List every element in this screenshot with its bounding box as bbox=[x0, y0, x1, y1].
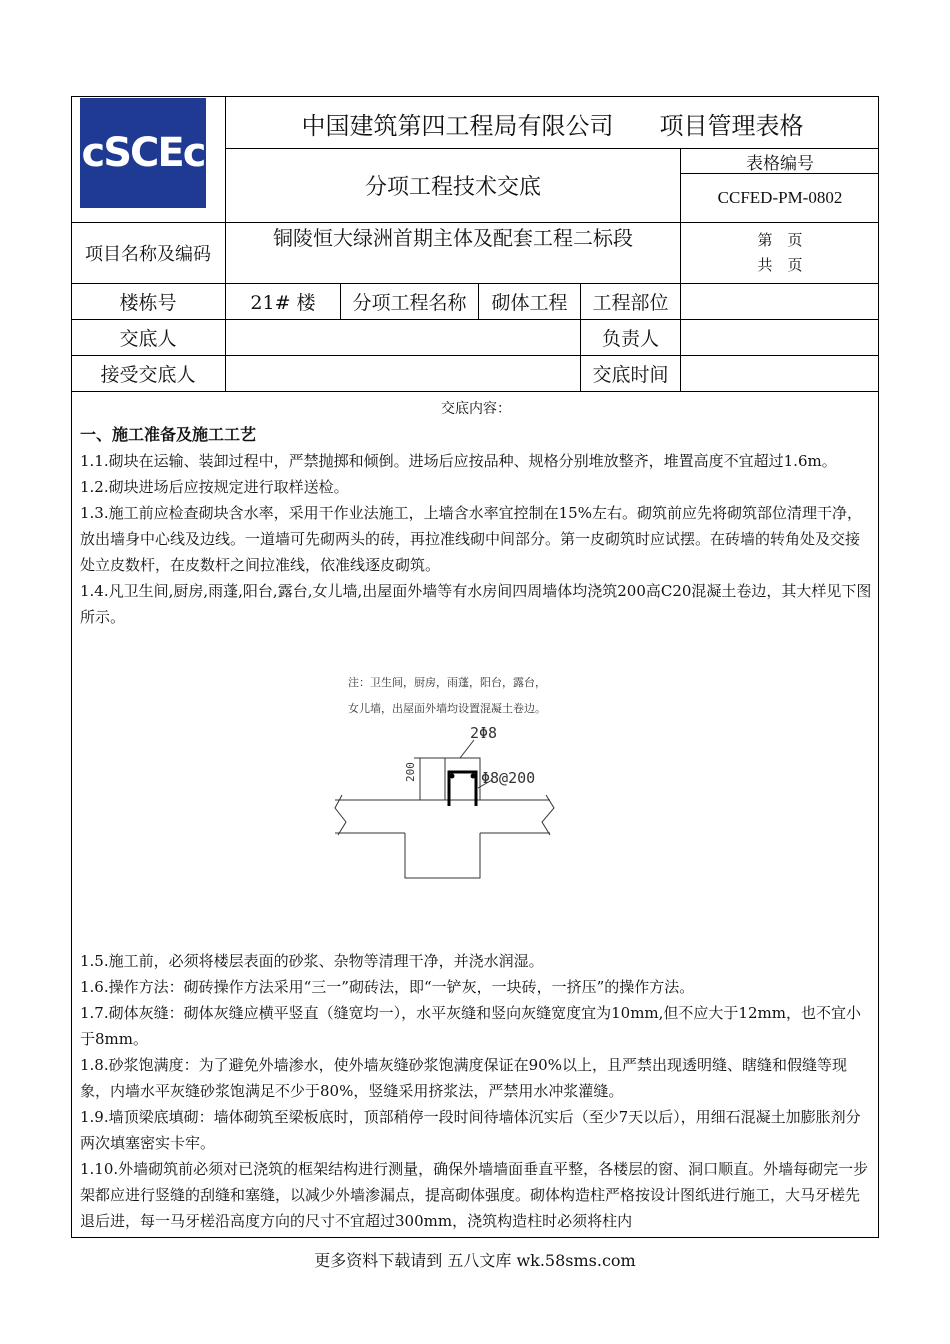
time-label: 交底时间 bbox=[592, 364, 669, 386]
logo-text: cSCEc bbox=[81, 130, 205, 176]
items-group-a bbox=[80, 448, 872, 630]
list-item: 1.9.墙顶梁底填砌：墙体砌筑至梁板底时，顶部稍停一段时间待墙体沉实后（至少7天以后），用细石混凝土加膨胀剂分两次填塞密实卡牢。 bbox=[80, 1108, 861, 1152]
section-heading: 一、施工准备及施工工艺 bbox=[80, 425, 257, 444]
rebar-top-label: 2Φ8 bbox=[470, 724, 498, 742]
sub-project-value: 砌体工程 bbox=[491, 292, 568, 314]
company-header bbox=[226, 98, 879, 148]
detail-figure bbox=[80, 630, 872, 948]
project-name: 铜陵恒大绿洲首期主体及配套工程二标段 bbox=[273, 225, 633, 250]
building-label: 楼栋号 bbox=[119, 292, 177, 314]
code-label: 表格编号 bbox=[746, 153, 814, 174]
company-name: 中国建筑第四工程局有限公司 bbox=[301, 111, 614, 140]
items-group-b bbox=[80, 948, 872, 1234]
list-item: 1.5.施工前，必须将楼层表面的砂浆、杂物等清理干净，并浇水润湿。 bbox=[80, 952, 544, 970]
location-label: 工程部位 bbox=[592, 292, 669, 314]
figure-note-1: 注：卫生间，厨房，雨蓬，阳台，露台， bbox=[348, 676, 546, 689]
discloser-label: 交底人 bbox=[119, 328, 177, 350]
content-title: 交底内容： bbox=[441, 401, 511, 417]
list-item: 1.3.施工前应检查砌块含水率，采用干作业法施工，上墙含水率宜控制在15%左右。砌筑前应先将砌筑部位清理干净， 放出墙身中心线及边线。一道墙可先砌两头的砖，再拉准线砌中间部分。第一皮砌筑时应试摆。在砖墙的转角处及交接处立皮数杆，在皮数杆之间拉准线，依准线逐皮砌筑。 bbox=[80, 504, 870, 574]
page-number: 第 页 bbox=[757, 230, 803, 249]
list-item: 1.7.砌体灰缝：砌体灰缝应横平竖直（缝宽均一），水平灰缝和竖向灰缝宽度宜为10mm,但不应大于12mm，也不宜小于8mm。 bbox=[80, 1004, 861, 1048]
building-value: 21# 楼 bbox=[250, 292, 316, 314]
sub-project-label: 分项工程名称 bbox=[352, 292, 467, 314]
rebar-dot bbox=[450, 774, 455, 779]
list-item: 1.8.砂浆饱满度：为了避免外墙渗水，使外墙灰缝砂浆饱满度保证在90%以上，且严禁出现透明缝、瞎缝和假缝等现象，内墙水平灰缝砂浆饱满足不少于80%，竖缝采用挤浆法，严禁用水冲浆灌缝。 bbox=[80, 1056, 847, 1100]
rebar-stirrup-label: Φ8@200 bbox=[481, 769, 536, 787]
list-item: 1.4.凡卫生间,厨房,雨蓬,阳台,露台,女儿墙,出屋面外墙等有水房间四周墙体均浇筑200高C20混凝土卷边，其大样见下图所示。 bbox=[80, 582, 872, 626]
form-type: 项目管理表格 bbox=[659, 111, 804, 140]
list-item: 1.10.外墙砌筑前必须对已浇筑的框架结构进行测量，确保外墙墙面垂直平整，各楼层的窗、洞口顺直。外墙每砌完一步架都应进行竖缝的刮缝和塞缝，以减少外墙渗漏点，提高砌体强度。砌体构造柱严格按设计图纸进行施工，大马牙槎先退后进，每一马牙槎沿高度方向的尺寸不宜超过300mm，浇筑构造柱时必须将柱内 bbox=[80, 1160, 869, 1230]
rebar-dot bbox=[471, 774, 476, 779]
page-total: 共 页 bbox=[757, 255, 803, 274]
company-logo bbox=[80, 98, 206, 208]
concrete-edge-drawing bbox=[80, 630, 872, 948]
project-label: 项目名称及编码 bbox=[85, 244, 211, 265]
footer-link: 更多资料下载请到 五八文库 wk.58sms.com bbox=[314, 1251, 636, 1270]
list-item: 1.1.砌块在运输、装卸过程中，严禁抛掷和倾倒。进场后应按品种、规格分别堆放整齐，堆置高度不宜超过1.6m。 bbox=[80, 452, 837, 470]
figure-note-2: 女儿墙，出屋面外墙均设置混凝土卷边。 bbox=[348, 702, 546, 715]
disclosure-content bbox=[80, 396, 872, 1234]
responsible-label: 负责人 bbox=[601, 328, 659, 350]
form-title: 分项工程技术交底 bbox=[364, 175, 541, 200]
receiver-label: 接受交底人 bbox=[100, 364, 196, 386]
code-value: CCFED-PM-0802 bbox=[717, 188, 843, 207]
dim-label: 200 bbox=[404, 762, 417, 782]
list-item: 1.2.砌块进场后应按规定进行取样送检。 bbox=[80, 478, 349, 496]
list-item: 1.6.操作方法：砌砖操作方法采用“三一”砌砖法，即“一铲灰，一块砖，一挤压”的操作方法。 bbox=[80, 978, 695, 996]
divider bbox=[71, 391, 879, 392]
